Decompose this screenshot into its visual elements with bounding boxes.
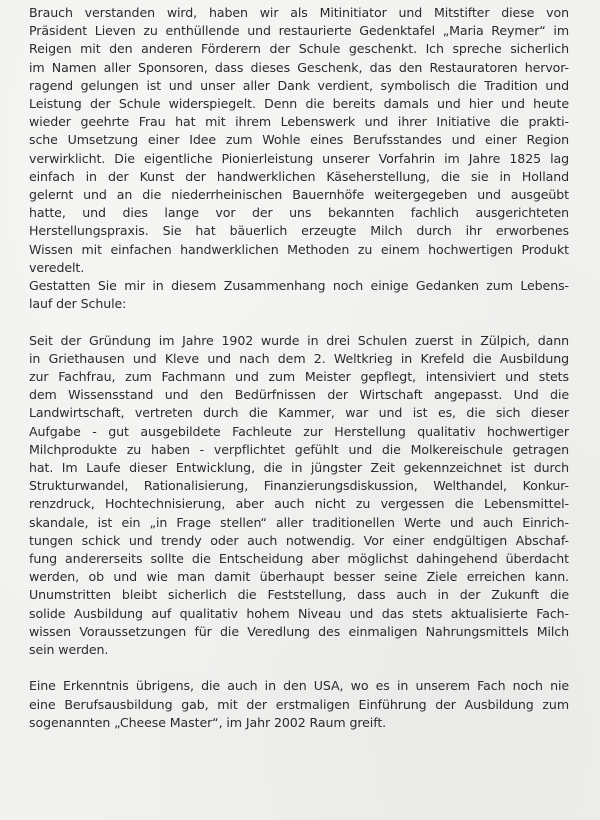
paragraph-lebenslauf-intro (29, 277, 569, 313)
text-line: eine Berufsausbildung gab, mit der erstmaligen Einführung der Ausbildung zum (29, 696, 569, 712)
text-line: sogenannten „Cheese Master“, im Jahr 2002 Raum greift. (29, 714, 387, 730)
text-line: sein werden. (29, 642, 109, 658)
text-line: zur Fachfrau, zum Fachmann und zum Meister gepflegt, intensiviert und stets (29, 369, 569, 385)
text-line: Milchprodukte zu haben - verpflichtet gefühlt und die Molkereischule getragen (29, 441, 569, 457)
text-line: fung andererseits sollte die Entscheidung aber möglichst dahingehend überdacht (29, 551, 569, 567)
text-line: veredelt. (29, 259, 85, 275)
text-line: einfach in der Kunst der handwerklichen Käseherstellung, die sie in Holland (29, 168, 569, 184)
paragraph-cheese-master (29, 677, 569, 732)
text-line: Seit der Gründung im Jahre 1902 wurde in drei Schulen zuerst in Zülpich, dann (29, 332, 569, 348)
text-line: Unumstritten bleibt sicherlich die Feststellung, dass auch in der Zukunft die (29, 587, 569, 603)
text-line: ragend gelungen ist und unser aller Dank verdient, symbolisch die Tradition und (29, 77, 569, 93)
text-line: Wissen mit einfachen handwerklichen Methoden zu einem hochwertigen Produkt (29, 241, 569, 257)
text-line: Aufgabe - gut ausgebildete Fachleute zur Herstellung qualitativ hochwertiger (29, 423, 569, 439)
text-line: in Griethausen und Kleve und nach dem 2. Weltkrieg in Krefeld die Ausbildung (29, 350, 569, 366)
text-line: skandale, ist ein „in Frage stellen“ aller traditionellen Werte und auch Einrich- (29, 514, 569, 530)
text-line: Landwirtschaft, vertreten durch die Kammer, war und ist es, die sich dieser (29, 405, 569, 421)
paragraph-geschichte (29, 332, 569, 660)
paragraph-spacer (29, 659, 569, 677)
text-line: Leistung der Schule widerspiegelt. Denn die bereits damals und hier und heute (29, 96, 569, 112)
text-line: solide Ausbildung auf qualitativ hohem Niveau und das stets aktualisierte Fach- (29, 605, 569, 621)
text-line: lauf der Schule: (29, 296, 127, 312)
text-line: renzdruck, Hochtechnisierung, aber auch nicht zu vergessen die Lebensmittel- (29, 496, 569, 512)
text-line: gelernt und an die niederrheinischen Bauernhöfe weitergegeben und ausgeübt (29, 187, 569, 203)
text-line: Herstellungspraxis. Sie hat bäuerlich erzeugte Milch durch ihr erworbenes (29, 223, 569, 239)
paragraph-spacer (29, 313, 569, 331)
document-body (29, 4, 569, 732)
text-line: Brauch verstanden wird, haben wir als Mitinitiator und Mitstifter diese von (29, 5, 569, 20)
text-line: Präsident Lieven zu enthüllende und restaurierte Gedenktafel „Maria Reymer“ im (29, 23, 569, 39)
text-line: Eine Erkenntnis übrigens, die auch in den USA, wo es in unserem Fach noch nie (29, 678, 569, 694)
text-line: tungen schick und trendy oder auch notwendig. Vor einer endgültigen Abschaf- (29, 532, 569, 548)
text-line: dem Wissensstand und den Bedürfnissen der Wirtschaft angepasst. Und die (29, 387, 569, 403)
text-line: Reigen mit den anderen Förderern der Schule geschenkt. Ich spreche sicherlich (29, 41, 569, 57)
text-line: verwirklicht. Die eigentliche Pionierleistung unserer Vorfahrin im Jahre 1825 lag (29, 150, 569, 166)
text-line: Strukturwandel, Rationalisierung, Finanzierungsdiskussion, Welthandel, Konkur- (29, 478, 569, 494)
text-line: hat. Im Laufe dieser Entwicklung, die in jüngster Zeit gekennzeichnet ist durch (29, 460, 569, 476)
text-line: wieder geehrte Frau hat mit ihrem Lebenswerk und ihrer Initiative die prakti- (29, 114, 569, 130)
text-line: sche Umsetzung einer Idee zum Wohle eines Berufsstandes und einer Region (29, 132, 569, 148)
text-line: Gestatten Sie mir in diesem Zusammenhang noch einige Gedanken zum Lebens- (29, 278, 569, 294)
text-line: hatte, und dies lange vor der uns bekannten fachlich ausgerichteten (29, 205, 569, 221)
text-line: werden, ob und wie man damit überhaupt besser seine Ziele erreichen kann. (29, 569, 569, 585)
text-line: wissen Voraussetzungen für die Veredlung des einmaligen Nahrungsmittels Milch (29, 623, 569, 639)
text-line: im Namen aller Sponsoren, dass dieses Geschenk, das den Restauratoren hervor- (29, 59, 569, 75)
paragraph-gedenktafel (29, 4, 569, 277)
